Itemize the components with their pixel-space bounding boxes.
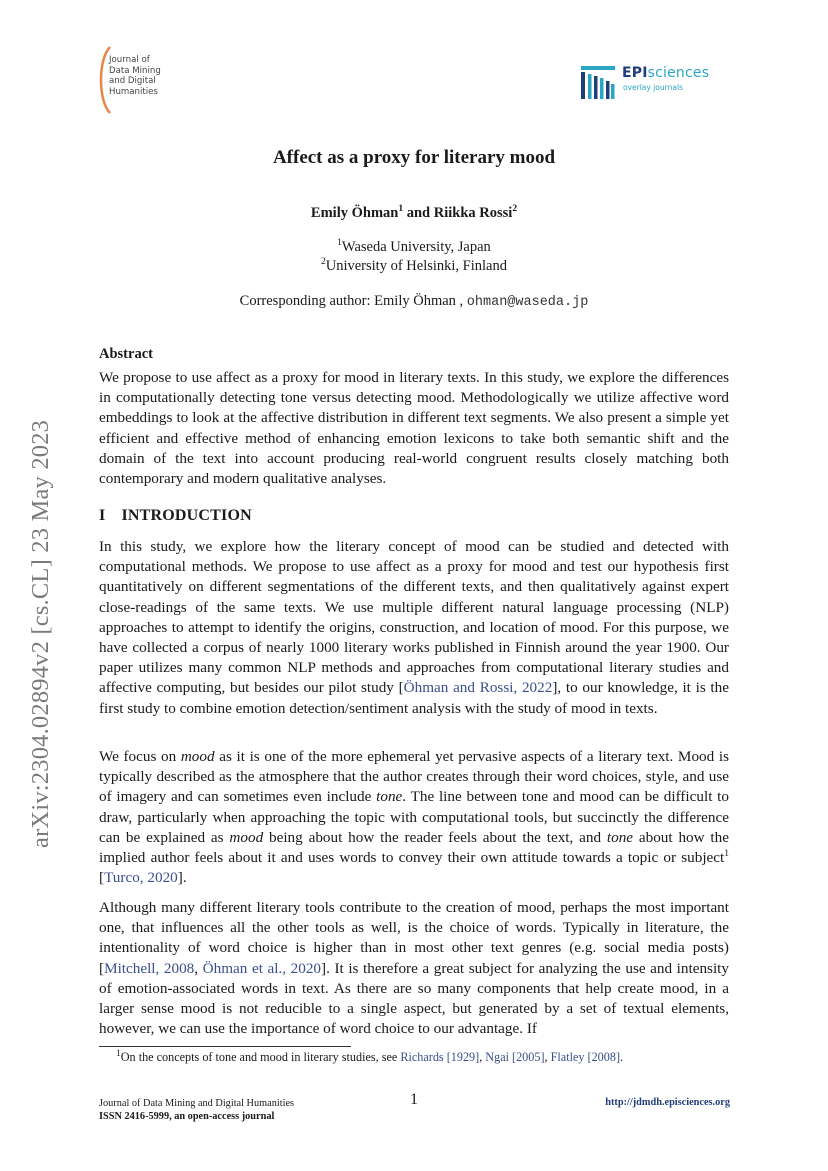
section-heading bbox=[99, 507, 252, 525]
episciences-name-light: sciences bbox=[647, 65, 710, 81]
corresponding-label: Corresponding author: Emily Öhman , bbox=[239, 293, 467, 309]
corresponding-author bbox=[0, 293, 828, 310]
paragraph-text: being about how the reader feels about the text, and bbox=[263, 828, 607, 846]
episciences-mark-icon bbox=[580, 64, 616, 100]
affiliation-sup: 1 bbox=[337, 238, 342, 249]
episciences-logo bbox=[580, 64, 730, 102]
journal-logo-text bbox=[109, 55, 161, 97]
citation-link[interactable]: Mitchell, 2008 bbox=[104, 959, 195, 977]
paragraph-text: We focus on bbox=[99, 748, 181, 765]
emphasis: tone bbox=[376, 788, 403, 806]
affiliation bbox=[0, 239, 828, 256]
abstract-text: We propose to use affect as a proxy for mood in literary texts. In this study, we explore the differences in computationally detecting tone versus detecting mood. Methodologically we utilize affective word embeddings to look at the affective distribution in different text segments. We also present a simple yet efficient and effective method of enhancing emotion lexicons to take both semantic shift and the domain of the text into account producing real-world congruent results closely matching both contemporary and modern qualitative analyses. bbox=[99, 369, 729, 488]
affiliation bbox=[0, 258, 828, 275]
corresponding-email[interactable]: ohman@waseda.jp bbox=[466, 295, 589, 310]
author-affil-sup: 1 bbox=[398, 204, 404, 215]
journal-logo bbox=[96, 45, 166, 115]
footnote-text: On the concepts of tone and mood in literary studies, see bbox=[120, 1050, 401, 1064]
affiliation-text: Waseda University, Japan bbox=[341, 239, 491, 255]
arxiv-stamp: arXiv:2304.02894v2 [cs.CL] 23 May 2023 bbox=[27, 419, 54, 848]
paragraph-text: ]. bbox=[177, 869, 187, 887]
paragraph-text: Although many different literary tools contribute to the creation of mood, perhaps the most important one, that influences all the other tools as well, is the choice of words. Typically in literature, the intentionality of word choice is higher than in most other text genres (e.g. social media posts) [ bbox=[99, 899, 729, 977]
paragraph-text: In this study, we explore how the literary concept of mood can be studied and detected with computational methods. We propose to use affect as a proxy for mood and test our hypothesis first quantitatively on different segmentations of the different texts, and then qualitatively against expert close-readings of the same texts. We use multiple different natural language processing (NLP) approaches to attempt to identify the origins, construction, and location of mood. For this purpose, we have collected a corpus of nearly 1000 literary works published in Finnish around the year 1900. Our paper utilizes many common NLP methods and approaches from computational literary studies and affective computing, but besides our pilot study [ bbox=[99, 538, 729, 697]
footnote-number: 1 bbox=[116, 1048, 121, 1059]
emphasis: mood bbox=[180, 748, 215, 765]
paragraph-text: . The line between tone and mood can be difficult to draw, particularly when approaching the topic with computational tools, but succinctly the difference can be explained as bbox=[99, 788, 729, 846]
citation-separator: , bbox=[479, 1050, 486, 1064]
paragraph bbox=[99, 747, 729, 888]
section-number: I bbox=[99, 507, 106, 524]
citation-link[interactable]: Richards [1929] bbox=[400, 1050, 480, 1064]
citation-separator: , bbox=[194, 959, 203, 977]
footer-issn: ISSN 2416-5999, an open-access journal bbox=[99, 1111, 275, 1122]
author-name: Riikka Rossi bbox=[433, 205, 513, 221]
author-affil-sup: 2 bbox=[512, 204, 518, 215]
journal-logo-line: Data Mining bbox=[109, 65, 161, 76]
episciences-subtitle: overlay journals bbox=[623, 83, 683, 92]
author-name: Emily Öhman bbox=[310, 205, 399, 221]
section-title: INTRODUCTION bbox=[121, 507, 252, 524]
paragraph-text: about how the implied author feels about it and uses words to convey their own attitude towards a topic or subject bbox=[99, 828, 729, 867]
citation-link[interactable]: Öhman et al., 2020 bbox=[202, 959, 322, 977]
author-separator: and bbox=[403, 205, 434, 221]
footnote-text: . bbox=[620, 1050, 624, 1064]
citation-separator: , bbox=[544, 1050, 551, 1064]
paper-title: Affect as a proxy for literary mood bbox=[272, 147, 556, 168]
paragraph-text: as it is one of the more ephemeral yet pervasive aspects of a literary text. Mood is typically described as the atmosphere that the author creates through their word choices, style, and use of imagery and can sometimes even include bbox=[99, 748, 729, 806]
abstract-heading: Abstract bbox=[99, 346, 153, 362]
footnote-marker[interactable]: 1 bbox=[724, 848, 729, 859]
citation-link[interactable]: Öhman and Rossi, 2022 bbox=[403, 679, 553, 697]
citation-link[interactable]: Flatley [2008] bbox=[550, 1050, 621, 1064]
footnote bbox=[116, 1050, 623, 1065]
paragraph-text: [ bbox=[99, 869, 105, 887]
citation-link[interactable]: Ngai [2005] bbox=[485, 1050, 545, 1064]
footer-url-link[interactable]: http://jdmdh.episciences.org bbox=[605, 1097, 730, 1108]
affiliation-sup: 2 bbox=[321, 257, 326, 268]
affiliation-text: University of Helsinki, Finland bbox=[325, 258, 507, 274]
paragraph-text: ], to our knowledge, it is the first study to combine emotion detection/sentiment analysis with the study of mood in texts. bbox=[99, 679, 729, 717]
footer-journal-name: Journal of Data Mining and Digital Humanities bbox=[99, 1098, 295, 1109]
page-number: 1 bbox=[410, 1091, 418, 1108]
emphasis: tone bbox=[606, 828, 634, 846]
citation-link[interactable]: Turco, 2020 bbox=[104, 869, 178, 887]
journal-logo-line: and Digital bbox=[109, 76, 156, 87]
paragraph bbox=[99, 898, 729, 1039]
episciences-name bbox=[622, 65, 709, 81]
episciences-name-bold: EPI bbox=[622, 65, 648, 81]
journal-logo-line: Journal of bbox=[109, 55, 150, 65]
paragraph-text: ]. It is therefore a great subject for analyzing the use and intensity of emotion-associated words in text. As there are so many components that help create mood, in a larger sense mood is not reducible to a single aspect, but generated by a set of textual elements, however, we can use the importance of word choice to our advantage. If bbox=[99, 959, 729, 1038]
emphasis: mood bbox=[229, 828, 264, 846]
paragraph bbox=[99, 537, 729, 719]
journal-logo-line: Humanities bbox=[109, 86, 158, 97]
footnote-rule bbox=[99, 1046, 351, 1047]
author-line bbox=[0, 205, 828, 222]
